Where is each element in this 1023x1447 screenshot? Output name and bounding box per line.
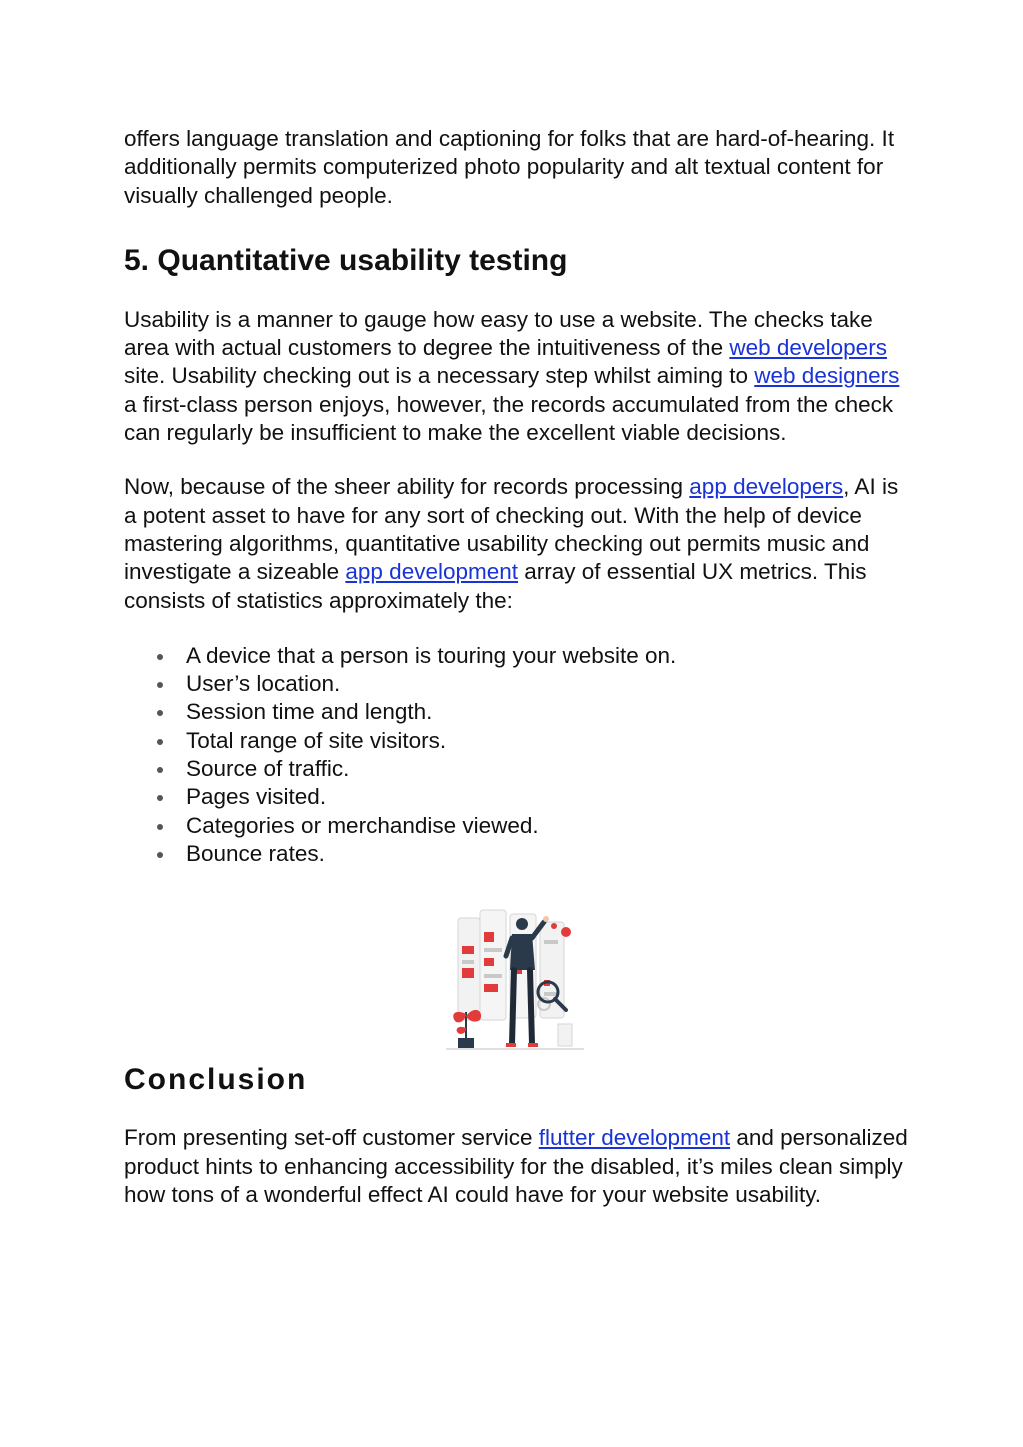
document-page: [124, 125, 914, 1209]
app-developers-link[interactable]: app developers: [689, 474, 844, 500]
app-development-link[interactable]: app development: [345, 559, 519, 585]
list-item: [124, 812, 914, 840]
bullet-icon: [157, 852, 163, 858]
text-span: Usability is a manner to gauge how easy to use a website. The checks take area with actual customers to degree the intuitiveness of the: [124, 306, 873, 361]
list-item: [124, 642, 914, 670]
bullet-icon: [157, 795, 163, 801]
usability-paragraph: [124, 306, 914, 447]
conclusion-paragraph: [124, 1124, 914, 1209]
text-span: and personalized product hints to enhancing accessibility for the disabled, it’s miles clean simply how tons of a wonderful effect AI could have for your website usability.: [124, 1125, 908, 1207]
list-item: [124, 840, 914, 868]
usability-illustration: [440, 904, 590, 1054]
ai-paragraph: [124, 473, 914, 614]
intro-paragraph: offers language translation and captioning for folks that are hard-of-hearing. It additionally permits computerized photo popularity and alt textual content for visually challenged people.: [124, 126, 895, 208]
bullet-icon: [157, 767, 163, 773]
paragraph-gap: [124, 447, 914, 473]
metrics-list: [124, 642, 914, 868]
usability-illustration-svg: [440, 904, 590, 1054]
list-item-text: Pages visited.: [186, 784, 327, 810]
list-item-text: Categories or merchandise viewed.: [186, 812, 539, 838]
conclusion-heading: Conclusion: [124, 1063, 308, 1097]
web-developers-link[interactable]: web developers: [729, 335, 887, 361]
text-span: Now, because of the sheer ability for records processing: [124, 474, 690, 500]
text-span: From presenting set-off customer service: [124, 1125, 539, 1151]
list-item: [124, 755, 914, 783]
text-span: array of essential UX metrics. This consists of statistics approximately the:: [124, 559, 867, 613]
text-span: a first-class person enjoys, however, the records accumulated from the check can regularly be insufficient to make the excellent viable decisions.: [124, 391, 894, 446]
list-item-text: User’s location.: [186, 671, 341, 697]
list-item-text: Bounce rates.: [186, 840, 325, 866]
list-item-text: Source of traffic.: [186, 756, 350, 782]
bullet-icon: [157, 739, 163, 745]
list-item: [124, 698, 914, 726]
text-span: site. Usability checking out is a necessary step whilst aiming to: [124, 363, 755, 389]
web-designers-link[interactable]: web designers: [754, 363, 900, 389]
list-item: [124, 670, 914, 698]
bullet-icon: [157, 654, 163, 660]
list-item-text: Total range of site visitors.: [186, 727, 447, 753]
list-item: [124, 727, 914, 755]
bullet-icon: [157, 824, 163, 830]
section-heading: 5. Quantitative usability testing: [124, 243, 568, 277]
list-item-text: Session time and length.: [186, 699, 433, 725]
bullet-icon: [157, 710, 163, 716]
bullet-icon: [157, 682, 163, 688]
text-span: , AI is a potent asset to have for any sort of checking out. With the help of device mastering algorithms, quantitative usability checking out permits music and investigate a sizeable: [124, 474, 899, 585]
list-item: [124, 783, 914, 811]
flutter-development-link[interactable]: flutter development: [538, 1125, 731, 1151]
list-item-text: A device that a person is touring your website on.: [186, 642, 677, 668]
